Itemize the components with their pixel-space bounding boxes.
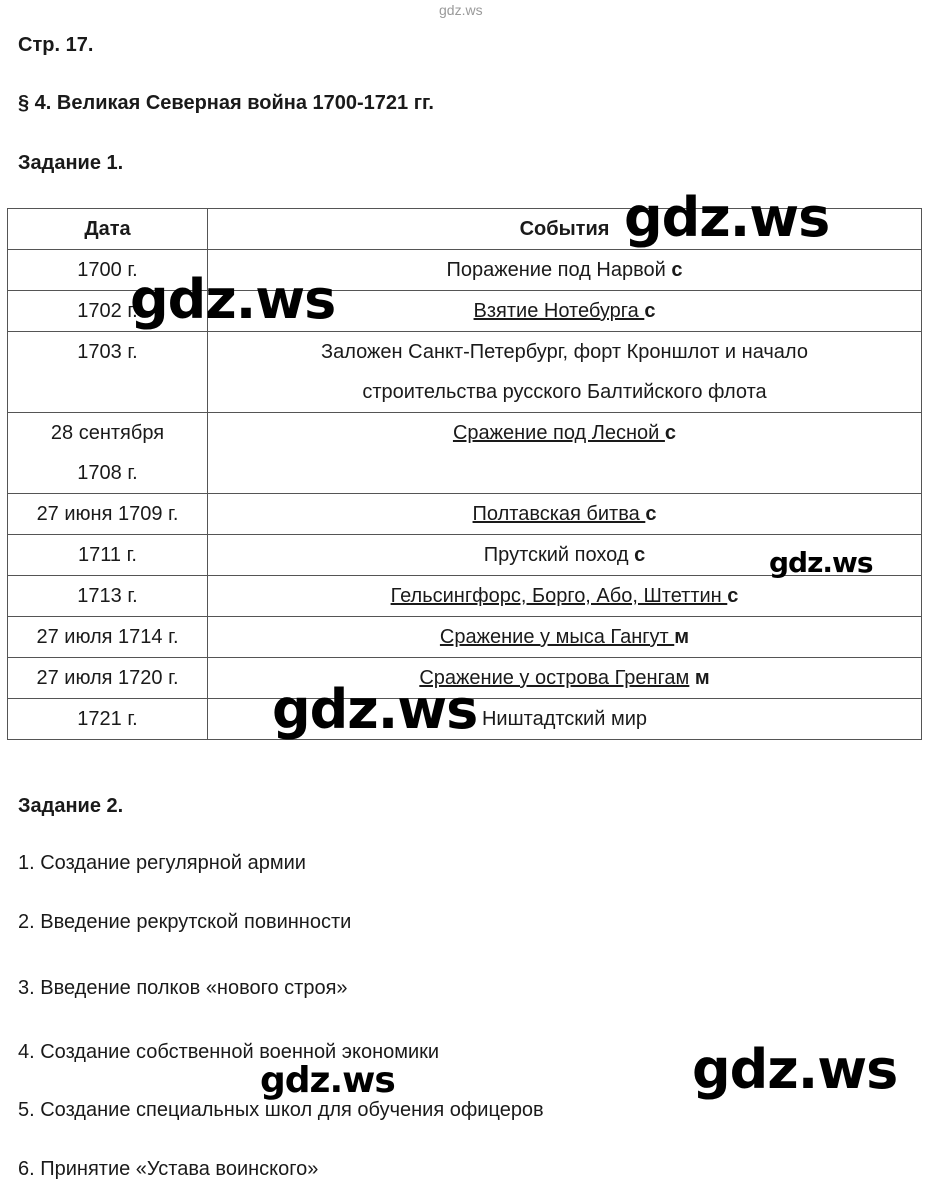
event-text: Полтавская битва <box>472 503 646 525</box>
section-title: § 4. Великая Северная война 1700-1721 гг. <box>18 92 434 114</box>
table-row <box>8 494 922 535</box>
watermark: gdz.ws <box>692 1038 898 1101</box>
event-text: Прутский поход <box>483 544 629 566</box>
date-cell: 1721 г. <box>8 699 208 740</box>
event-text: Взятие Нотебурга <box>473 300 645 322</box>
event-text: Гельсингфорс, Борго, Або, Штеттин <box>390 585 728 607</box>
date-cell: 1703 г. <box>8 332 208 413</box>
event-text: Поражение под Нарвой <box>446 259 666 281</box>
event-mark: с <box>727 585 739 607</box>
header-events: События <box>208 209 922 250</box>
date-cell: 1700 г. <box>8 250 208 291</box>
list-item: 4. Создание собственной военной экономики <box>18 1041 440 1063</box>
list-item: 6. Принятие «Устава воинского» <box>18 1158 319 1180</box>
watermark: gdz.ws <box>272 678 478 741</box>
page-number: Стр. 17. <box>18 34 94 56</box>
table-row <box>8 413 922 494</box>
watermark: gdz.ws <box>769 546 873 579</box>
event-text: Заложен Санкт-Петербург, форт Кроншлот и начало строительства русского Балтийского флота <box>321 341 808 403</box>
event-text: Сражение у острова Гренгам <box>419 667 690 689</box>
event-mark: м <box>694 667 710 689</box>
task1-title: Задание 1. <box>18 152 124 174</box>
event-mark: с <box>634 544 646 566</box>
list-item: 5. Создание специальных школ для обучения офицеров <box>18 1099 544 1121</box>
date-cell: 1711 г. <box>8 535 208 576</box>
table-row <box>8 617 922 658</box>
event-cell <box>208 494 922 535</box>
event-cell <box>208 332 922 413</box>
event-mark: с <box>671 259 683 281</box>
date-cell: 27 июля 1714 г. <box>8 617 208 658</box>
event-cell <box>208 413 922 494</box>
list-item: 1. Создание регулярной армии <box>18 852 306 874</box>
event-cell <box>208 576 922 617</box>
watermark: gdz.ws <box>130 268 336 331</box>
table-row <box>8 576 922 617</box>
event-text: Сражение у мыса Гангут <box>439 626 675 648</box>
event-mark: с <box>645 503 657 525</box>
event-text: Сражение под Лесной <box>452 422 665 444</box>
list-item: 2. Введение рекрутской повинности <box>18 911 352 933</box>
watermark: gdz.ws <box>260 1060 395 1101</box>
event-cell <box>208 617 922 658</box>
table-row <box>8 332 922 413</box>
watermark: gdz.ws <box>624 186 830 249</box>
event-mark: с <box>664 422 677 444</box>
task2-title: Задание 2. <box>18 795 124 817</box>
date-cell: 27 июня 1709 г. <box>8 494 208 535</box>
event-mark: м <box>674 626 690 648</box>
date-cell: 1702 г. <box>8 291 208 332</box>
watermark-top: gdz.ws <box>439 2 483 18</box>
list-item: 3. Введение полков «нового строя» <box>18 977 348 999</box>
event-text: Ништадтский мир <box>481 708 648 730</box>
header-date: Дата <box>8 209 208 250</box>
date-cell: 1713 г. <box>8 576 208 617</box>
date-cell: 28 сентября 1708 г. <box>8 413 208 494</box>
date-cell: 27 июля 1720 г. <box>8 658 208 699</box>
event-mark: с <box>644 300 656 322</box>
